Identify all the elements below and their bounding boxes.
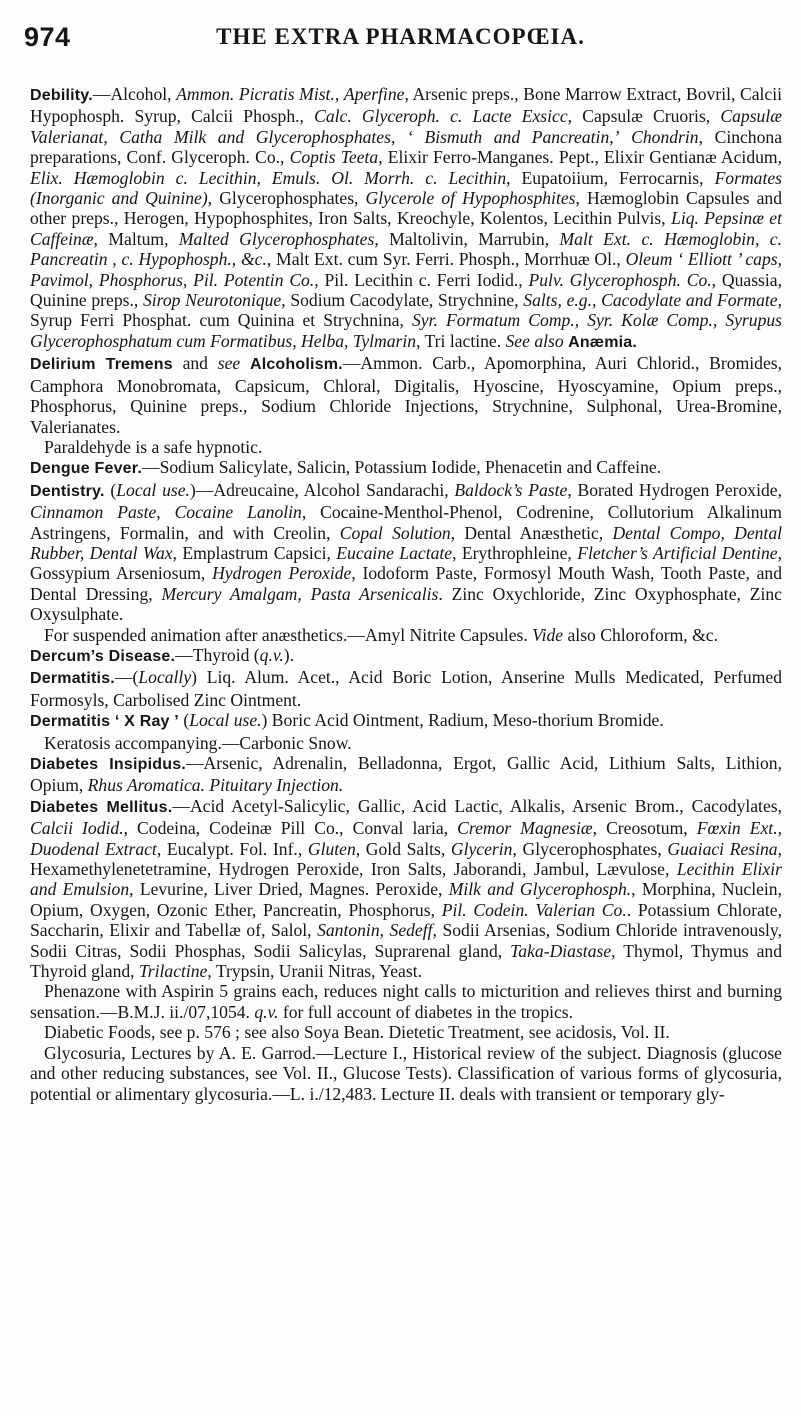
entry-text: ) Liq. Alum. Acet., Acid Boric Lotion, Anserine Mulls Medicated, Perfumed Formosyls, Carbolised Zinc Ointment.: [30, 667, 782, 710]
italic-text: Guaiaci Resina: [667, 838, 778, 859]
entry-heading: Dercum’s Disease.: [30, 647, 176, 665]
italic-text: Coptis Teeta: [289, 147, 379, 168]
index-entry: [30, 457, 782, 479]
entry-text: . Potassium Chlorate, Saccharin, Elixir and Tabellæ of, Salol,: [30, 899, 782, 941]
italic-text: Cremor Magnesiæ: [457, 818, 593, 839]
italic-text: Sirop Neurotonique: [142, 290, 282, 311]
running-title: THE EXTRA PHARMACOPŒIA.: [216, 24, 585, 49]
entry-text: , Borated Hydrogen Peroxide,: [567, 479, 782, 500]
index-entry: [30, 710, 782, 732]
italic-text: Santonin, Sedeff: [317, 920, 433, 941]
italic-text: Capsulæ Valerianat: [30, 106, 782, 147]
italic-text: Mercury Amalgam, Pasta Arsenicalis: [161, 583, 439, 604]
italic-text: Hydrogen Peroxide: [212, 563, 352, 584]
italic-text: Lecithin Elixir and Emulsion: [30, 859, 782, 900]
entry-text: , Maltolivin, Marrubin,: [374, 228, 560, 249]
italic-text: Elix. Hæmoglobin c. Lecithin, Emuls. Ol. Morrh. c. Lecithin: [30, 167, 507, 188]
sub-paragraph: [30, 1022, 782, 1042]
italic-text: Fletcher’s Artificial Dentine: [577, 542, 778, 563]
entry-text: , Hæmoglobin Capsules and other preps., Herogen, Hypophosphites, Iron Salts, Kreochyle, Kolentos, Lecithin Pulvis,: [30, 188, 782, 229]
entry-text: , Quassia, Quinine preps.,: [30, 269, 782, 311]
entry-text: , Trypsin, Uranii Nitras, Yeast.: [207, 961, 422, 982]
page-header: [0, 12, 801, 52]
italic-text: ‘ Bismuth and Pancreatin,’: [406, 126, 620, 147]
entry-text: , Malt Ext. cum Syr. Ferri. Phosph., Morrhuæ Ol.,: [266, 249, 626, 270]
entry-heading: Diabetes Insipidus.: [30, 756, 186, 773]
entry-text: , Iodoform Paste, Formosyl Mouth Wash, Tooth Paste, and Dental Dressing,: [30, 563, 782, 604]
entry-text: , Maltum,: [93, 228, 179, 249]
entry-heading: Anæmia.: [568, 333, 638, 351]
italic-text: Local use.: [116, 479, 190, 500]
entry-heading: Diabetes Mellitus.: [30, 798, 173, 816]
entry-text: , Syrup Ferri Phosphat. cum Quinina et Strychnina,: [30, 290, 782, 331]
sub-paragraph: [30, 1043, 782, 1104]
entry-text: , Creosotum,: [592, 818, 697, 839]
entry-heading: Delirium Tremens: [30, 356, 173, 374]
entry-text: , Hexamethylenetetramine, Hydrogen Peroxide, Iron Salts, Jaborandi, Jambul, Lævulose,: [30, 838, 782, 880]
entry-text: , Glycerophosphates,: [207, 188, 366, 209]
index-entry: [30, 480, 782, 625]
page-number: 974: [24, 22, 71, 52]
entry-text: , Arsenic preps., Bone Marrow Extract, Bovril, Calcii Hypophosph. Syrup, Calcii Phosph.,: [30, 84, 782, 127]
entry-text: , Glycerophosphates,: [512, 838, 668, 859]
entry-text: , Thymol, Thymus and Thyroid gland,: [30, 940, 783, 982]
italic-text: Calcii Iodid.: [30, 818, 124, 839]
entry-text: , Morphina, Nuclein, Opium, Oxygen, Ozonic Ether, Pancreatin, Phosphorus,: [30, 879, 782, 920]
entry-text: —(: [114, 667, 139, 688]
entry-heading: Alcoholism.: [249, 356, 343, 374]
index-entry: [30, 645, 782, 667]
entry-text: )—Adreucaine, Alcohol Sandarachi,: [189, 479, 455, 500]
page-body: [30, 84, 782, 1104]
entry-text: , Codeina, Codeinæ Pill Co., Conval laria,: [123, 818, 458, 839]
italic-text: Formates (Inorganic and Quinine): [30, 167, 782, 209]
italic-text: Trilactine: [138, 961, 208, 982]
sub-paragraph: [30, 625, 782, 645]
entry-heading: Dermatitis ‘ X Ray ’: [30, 713, 179, 731]
entry-text: . Zinc Oxychloride, Zinc Oxyphosphate, Zinc Oxysulphate.: [30, 583, 782, 625]
italic-text: see: [217, 353, 241, 374]
entry-text: —Thyroid (: [175, 644, 260, 665]
italic-text: Eucaine Lactate: [336, 542, 453, 563]
entry-text: (: [178, 710, 190, 731]
entry-text: , Capsulæ Cruoris,: [567, 106, 721, 127]
entry-text: also Chloroform, &c.: [563, 624, 718, 645]
sub-paragraph: [30, 437, 782, 457]
italic-text: Rhus Aromatica. Pituitary Injection.: [87, 775, 344, 796]
sub-paragraph: [30, 733, 782, 753]
entry-text: —Ammon. Carb., Apomorphina, Auri Chlorid., Bromides, Camphora Monobromata, Capsicum, Chloral, Digitalis, Hyoscine, Hyoscyamine, Opium preps., Phosphorus, Quinine preps., Sodium Chloride Injections, Strychnine, Sulphonal, Urea-Bromine, Valerianates.: [30, 353, 782, 437]
sub-paragraph: [30, 981, 782, 1022]
entry-text: , Pil. Lecithin c. Ferri Iodid.,: [314, 269, 529, 290]
entry-text: , Eupatoiium, Ferrocarnis,: [506, 167, 715, 188]
entry-text: —Arsenic, Adrenalin, Belladonna, Ergot, Gallic Acid, Lithium Salts, Lithion, Opium,: [30, 753, 782, 796]
entry-text: —Sodium Salicylate, Salicin, Potassium Iodide, Phenacetin and Caffeine.: [141, 457, 662, 478]
entry-text: , Elixir Ferro-Manganes. Pept., Elixir Gentianæ Acidum,: [378, 147, 782, 168]
italic-text: See also: [505, 330, 564, 351]
entry-text: , Sodii Arsenias, Sodium Chloride intravenously, Sodii Citras, Sodii Phosphas, Sodii Salicylas, Suprarenal gland,: [30, 920, 782, 961]
entry-text: , Emplastrum Capsici,: [172, 542, 337, 563]
entry-heading: Dentistry.: [30, 482, 105, 500]
entry-text: , Tri lactine.: [416, 330, 506, 351]
italic-text: Ammon. Picratis Mist.: [176, 84, 335, 104]
italic-text: Local use.: [189, 710, 262, 731]
entry-text: , Gold Salts,: [355, 838, 451, 859]
entry-text: and: [172, 353, 218, 374]
italic-text: Baldock’s Paste: [454, 479, 568, 500]
italic-text: Malt Ext. c. Hæmoglobin, c. Pancreatin , c. Hypophosph., &c.: [30, 228, 782, 270]
italic-text: Gluten: [307, 838, 356, 859]
entry-text: For suspended animation after anæsthetics.—Amyl Nitrite Capsules.: [44, 624, 533, 645]
entry-text: Keratosis accompanying.—Carbonic Snow.: [44, 732, 352, 753]
italic-text: Pulv. Glycerophosph. Co.: [528, 269, 712, 290]
entry-text: —Alcohol,: [92, 84, 177, 104]
italic-text: q.v.: [259, 644, 284, 665]
italic-text: Locally: [138, 667, 192, 688]
entry-text: , Cinchona preparations, Conf. Glyceroph. Co.,: [30, 126, 783, 168]
italic-text: Chondrin: [631, 126, 699, 147]
index-entry: [30, 796, 782, 982]
italic-text: Fœxin Ext., Duodenal Extract: [30, 818, 782, 859]
italic-text: Malted Glycerophosphates: [178, 228, 375, 249]
entry-text: [620, 127, 632, 147]
entry-text: ,: [103, 126, 120, 147]
entry-text: ) Boric Acid Ointment, Radium, Meso-thorium Bromide.: [261, 710, 664, 731]
entry-heading: Dengue Fever.: [30, 460, 142, 478]
entry-text: , Sodium Cacodylate, Strychnine,: [281, 290, 524, 311]
index-entry: [30, 84, 782, 353]
italic-text: Dental Compo, Dental Rubber, Dental Wax: [30, 522, 783, 563]
entry-heading: Debility.: [30, 87, 93, 104]
entry-text: Glycosuria, Lectures by A. E. Garrod.—Lecture I., Historical review of the subject. Diagnosis (glucose and other reducing substances, see Vol. II., Glucose Tests). Classification of various forms of glycosuria, potential or alimentary glycosuria.—L. i./12,483. Lecture II. deals with transient or temporary gly-: [30, 1042, 782, 1104]
entry-text: (: [104, 479, 117, 500]
italic-text: Oleum ‘ Elliott ’ caps: [625, 249, 778, 270]
italic-text: Taka-Diastase: [510, 940, 612, 961]
entry-text: ,: [334, 84, 344, 104]
italic-text: q.v.: [254, 1001, 279, 1022]
italic-text: Pil. Codein. Valerian Co.: [441, 899, 627, 920]
italic-text: Liq. Pepsinæ et Caffeinæ: [30, 208, 782, 249]
entry-text: , Eucalypt. Fol. Inf.,: [156, 838, 308, 859]
index-entry: [30, 753, 782, 796]
entry-text: , Cocaine-Menthol-Phenol, Codrenine, Collutorium Alkalinum Astringens, Formalin, and with Creolin,: [30, 502, 782, 543]
italic-text: Aperfine: [343, 84, 405, 104]
index-entry: [30, 667, 782, 710]
italic-text: Milk and Glycerophosph.: [448, 879, 632, 900]
entry-text: ,: [390, 126, 407, 147]
entry-text: , Dental Anæsthetic,: [450, 522, 613, 543]
italic-text: Calc. Glyceroph. c. Lacte Exsicc: [314, 106, 568, 127]
entry-text: —Acid Acetyl-Salicylic, Gallic, Acid Lactic, Alkalis, Arsenic Brom., Cacodylates,: [172, 795, 783, 816]
entry-text: Diabetic Foods, see p. 576 ; see also Soya Bean. Dietetic Treatment, see acidosis, Vol. II.: [44, 1022, 670, 1043]
italic-text: Cinnamon Paste, Cocaine Lanolin: [30, 502, 302, 523]
entry-text: ).: [283, 644, 295, 665]
entry-text: for full account of diabetes in the tropics.: [278, 1001, 574, 1022]
entry-text: [240, 353, 250, 373]
entry-text: , Gossypium Arseniosum,: [30, 542, 782, 584]
italic-text: Glycerole of Hypophosphites: [365, 188, 576, 209]
italic-text: Salts, e.g., Cacodylate and Formate: [523, 290, 778, 311]
index-entry: [30, 353, 782, 437]
entry-heading: Dermatitis.: [30, 670, 115, 688]
entry-text: ,: [777, 249, 782, 270]
italic-text: Copal Solution: [339, 522, 451, 543]
italic-text: Catha Milk and Glycerophosphates: [119, 126, 391, 147]
entry-text: , Erythrophleine,: [452, 542, 578, 563]
entry-text: , Levurine, Liver Dried, Magnes. Peroxide,: [129, 879, 449, 900]
italic-text: Syr. Formatum Comp., Syr. Kolæ Comp., Syrupus Glycerophosphatum cum Formatibus, Helba, Tylmarin: [30, 310, 783, 351]
entry-text: Phenazone with Aspirin 5 grains each, reduces night calls to micturition and relieves thirst and burning sensation.—B.M.J. ii./07,1054.: [30, 981, 782, 1022]
italic-text: Pavimol, Phosphorus, Pil. Potentin Co.: [30, 269, 315, 290]
italic-text: Vide: [532, 624, 564, 645]
italic-text: Glycerin: [450, 838, 513, 859]
entry-text: Paraldehyde is a safe hypnotic.: [44, 436, 263, 457]
